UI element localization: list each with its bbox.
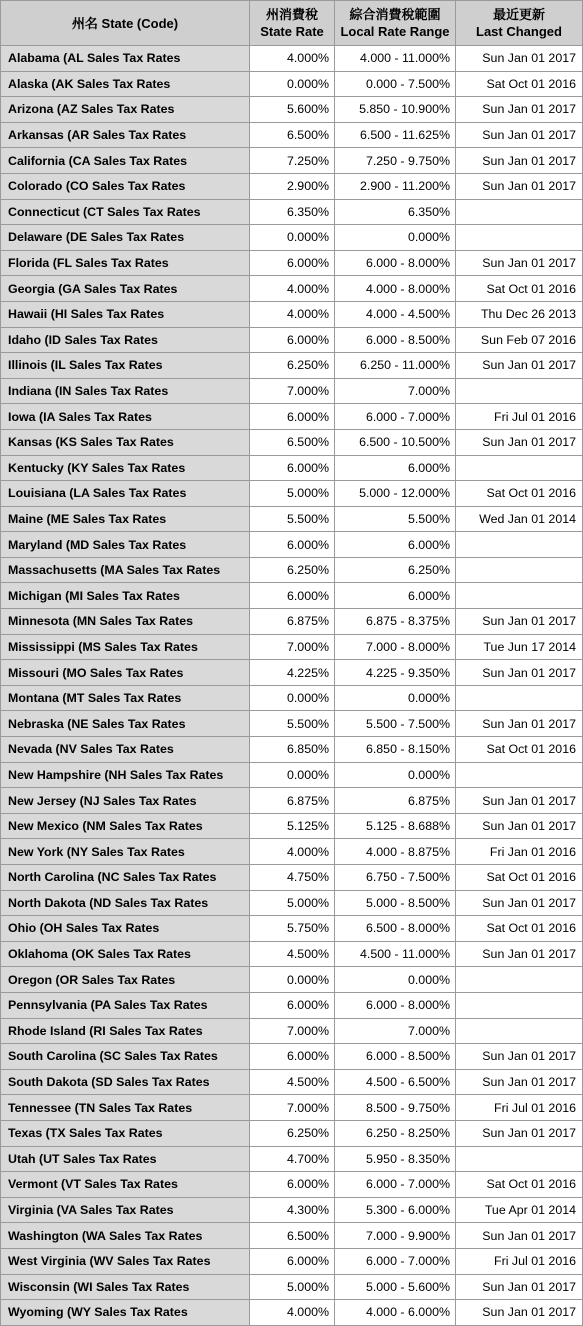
state-name-cell[interactable]: North Dakota (ND Sales Tax Rates xyxy=(1,890,250,916)
last-changed-cell: Sun Jan 01 2017 xyxy=(456,353,583,379)
table-row xyxy=(1,301,583,327)
last-changed-cell: Sun Jan 01 2017 xyxy=(456,1223,583,1249)
last-changed-cell: Thu Dec 26 2013 xyxy=(456,301,583,327)
last-changed-cell: Sun Jan 01 2017 xyxy=(456,813,583,839)
state-name-cell[interactable]: Texas (TX Sales Tax Rates xyxy=(1,1120,250,1146)
table-row xyxy=(1,1274,583,1300)
state-name-cell[interactable]: Arizona (AZ Sales Tax Rates xyxy=(1,97,250,123)
local-rate-range-cell: 5.000 - 8.500% xyxy=(335,890,456,916)
state-name-cell[interactable]: Pennsylvania (PA Sales Tax Rates xyxy=(1,992,250,1018)
table-row xyxy=(1,429,583,455)
table-row xyxy=(1,890,583,916)
local-rate-range-cell: 7.000% xyxy=(335,378,456,404)
local-rate-range-cell: 4.000 - 4.500% xyxy=(335,301,456,327)
last-changed-cell xyxy=(456,378,583,404)
local-rate-range-cell: 6.350% xyxy=(335,199,456,225)
state-name-cell[interactable]: Oregon (OR Sales Tax Rates xyxy=(1,967,250,993)
local-rate-range-cell: 4.500 - 6.500% xyxy=(335,1069,456,1095)
local-rate-range-cell: 0.000% xyxy=(335,967,456,993)
header-local-range xyxy=(335,1,456,46)
state-name-cell[interactable]: Nebraska (NE Sales Tax Rates xyxy=(1,711,250,737)
table-row xyxy=(1,583,583,609)
state-rate-cell: 0.000% xyxy=(250,225,335,251)
state-name-cell[interactable]: North Carolina (NC Sales Tax Rates xyxy=(1,865,250,891)
table-row xyxy=(1,506,583,532)
local-rate-range-cell: 6.000% xyxy=(335,532,456,558)
table-row xyxy=(1,1223,583,1249)
state-rate-cell: 5.500% xyxy=(250,711,335,737)
state-rate-cell: 6.875% xyxy=(250,609,335,635)
state-name-cell[interactable]: Arkansas (AR Sales Tax Rates xyxy=(1,122,250,148)
table-row xyxy=(1,148,583,174)
table-row xyxy=(1,97,583,123)
state-name-cell[interactable]: Georgia (GA Sales Tax Rates xyxy=(1,276,250,302)
state-name-cell[interactable]: Connecticut (CT Sales Tax Rates xyxy=(1,199,250,225)
state-name-cell[interactable]: Maine (ME Sales Tax Rates xyxy=(1,506,250,532)
local-rate-range-cell: 0.000 - 7.500% xyxy=(335,71,456,97)
state-rate-cell: 4.500% xyxy=(250,941,335,967)
table-row xyxy=(1,173,583,199)
last-changed-cell xyxy=(456,199,583,225)
last-changed-cell: Sat Oct 01 2016 xyxy=(456,276,583,302)
state-rate-cell: 5.750% xyxy=(250,916,335,942)
last-changed-cell: Sun Feb 07 2016 xyxy=(456,327,583,353)
table-row xyxy=(1,967,583,993)
state-name-cell[interactable]: Ohio (OH Sales Tax Rates xyxy=(1,916,250,942)
state-rate-cell: 4.000% xyxy=(250,276,335,302)
table-row xyxy=(1,327,583,353)
local-rate-range-cell: 6.000 - 8.000% xyxy=(335,992,456,1018)
state-rate-cell: 6.875% xyxy=(250,788,335,814)
state-name-cell[interactable]: Kansas (KS Sales Tax Rates xyxy=(1,429,250,455)
state-rate-cell: 0.000% xyxy=(250,967,335,993)
local-rate-range-cell: 6.250 - 11.000% xyxy=(335,353,456,379)
state-name-cell[interactable]: West Virginia (WV Sales Tax Rates xyxy=(1,1248,250,1274)
last-changed-cell: Sun Jan 01 2017 xyxy=(456,890,583,916)
state-rate-cell: 6.250% xyxy=(250,353,335,379)
local-rate-range-cell: 4.000 - 6.000% xyxy=(335,1300,456,1326)
last-changed-cell: Sat Oct 01 2016 xyxy=(456,916,583,942)
header-last-changed-line2: Last Changed xyxy=(476,24,562,39)
state-rate-cell: 5.000% xyxy=(250,481,335,507)
state-name-cell[interactable]: Oklahoma (OK Sales Tax Rates xyxy=(1,941,250,967)
state-rate-cell: 6.000% xyxy=(250,1248,335,1274)
state-rate-cell: 6.350% xyxy=(250,199,335,225)
state-name-cell[interactable]: Virginia (VA Sales Tax Rates xyxy=(1,1197,250,1223)
state-rate-cell: 4.000% xyxy=(250,839,335,865)
last-changed-cell: Wed Jan 01 2014 xyxy=(456,506,583,532)
last-changed-cell xyxy=(456,225,583,251)
local-rate-range-cell: 5.300 - 6.000% xyxy=(335,1197,456,1223)
last-changed-cell: Fri Jul 01 2016 xyxy=(456,1248,583,1274)
last-changed-cell: Sun Jan 01 2017 xyxy=(456,148,583,174)
state-rate-cell: 4.000% xyxy=(250,1300,335,1326)
state-name-cell[interactable]: Tennessee (TN Sales Tax Rates xyxy=(1,1095,250,1121)
state-rate-cell: 6.000% xyxy=(250,1044,335,1070)
last-changed-cell: Sun Jan 01 2017 xyxy=(456,1120,583,1146)
state-rate-cell: 7.250% xyxy=(250,148,335,174)
state-name-cell[interactable]: Missouri (MO Sales Tax Rates xyxy=(1,660,250,686)
table-row xyxy=(1,941,583,967)
table-row xyxy=(1,250,583,276)
table-row xyxy=(1,916,583,942)
local-rate-range-cell: 7.000 - 9.900% xyxy=(335,1223,456,1249)
state-name-cell[interactable]: Florida (FL Sales Tax Rates xyxy=(1,250,250,276)
state-rate-cell: 4.750% xyxy=(250,865,335,891)
state-name-cell[interactable]: Colorado (CO Sales Tax Rates xyxy=(1,173,250,199)
local-rate-range-cell: 6.000 - 7.000% xyxy=(335,404,456,430)
local-rate-range-cell: 6.250 - 8.250% xyxy=(335,1120,456,1146)
header-row xyxy=(1,1,583,46)
table-row xyxy=(1,353,583,379)
local-rate-range-cell: 0.000% xyxy=(335,762,456,788)
state-rate-cell: 0.000% xyxy=(250,762,335,788)
state-name-cell[interactable]: New Mexico (NM Sales Tax Rates xyxy=(1,813,250,839)
local-rate-range-cell: 7.250 - 9.750% xyxy=(335,148,456,174)
last-changed-cell xyxy=(456,532,583,558)
local-rate-range-cell: 5.500 - 7.500% xyxy=(335,711,456,737)
last-changed-cell: Sat Oct 01 2016 xyxy=(456,481,583,507)
table-row xyxy=(1,634,583,660)
state-name-cell[interactable]: California (CA Sales Tax Rates xyxy=(1,148,250,174)
table-row xyxy=(1,122,583,148)
table-row xyxy=(1,481,583,507)
last-changed-cell: Fri Jan 01 2016 xyxy=(456,839,583,865)
local-rate-range-cell: 6.000 - 8.000% xyxy=(335,250,456,276)
state-rate-cell: 4.225% xyxy=(250,660,335,686)
state-rate-cell: 6.850% xyxy=(250,737,335,763)
local-rate-range-cell: 6.875% xyxy=(335,788,456,814)
last-changed-cell: Tue Jun 17 2014 xyxy=(456,634,583,660)
state-name-cell[interactable]: Iowa (IA Sales Tax Rates xyxy=(1,404,250,430)
state-name-cell[interactable]: Mississippi (MS Sales Tax Rates xyxy=(1,634,250,660)
header-state xyxy=(1,1,250,46)
last-changed-cell: Sun Jan 01 2017 xyxy=(456,429,583,455)
last-changed-cell: Sun Jan 01 2017 xyxy=(456,1300,583,1326)
state-name-cell[interactable]: Idaho (ID Sales Tax Rates xyxy=(1,327,250,353)
last-changed-cell xyxy=(456,685,583,711)
table-row xyxy=(1,71,583,97)
header-state-line1: 州名 State (Code) xyxy=(71,15,179,31)
table-row xyxy=(1,762,583,788)
table-row xyxy=(1,1248,583,1274)
local-rate-range-cell: 2.900 - 11.200% xyxy=(335,173,456,199)
table-row xyxy=(1,378,583,404)
state-rate-cell: 6.000% xyxy=(250,583,335,609)
state-name-cell[interactable]: New Hampshire (NH Sales Tax Rates xyxy=(1,762,250,788)
last-changed-cell xyxy=(456,455,583,481)
table-row xyxy=(1,992,583,1018)
table-row xyxy=(1,865,583,891)
table-row xyxy=(1,1146,583,1172)
header-state-rate-line2: State Rate xyxy=(260,24,324,39)
state-rate-cell: 7.000% xyxy=(250,378,335,404)
last-changed-cell: Sat Oct 01 2016 xyxy=(456,1172,583,1198)
header-last-changed xyxy=(456,1,583,46)
state-rate-cell: 4.000% xyxy=(250,46,335,72)
local-rate-range-cell: 8.500 - 9.750% xyxy=(335,1095,456,1121)
last-changed-cell: Sun Jan 01 2017 xyxy=(456,609,583,635)
state-name-cell[interactable]: Illinois (IL Sales Tax Rates xyxy=(1,353,250,379)
local-rate-range-cell: 5.850 - 10.900% xyxy=(335,97,456,123)
state-rate-cell: 5.600% xyxy=(250,97,335,123)
table-row xyxy=(1,737,583,763)
state-name-cell[interactable]: Hawaii (HI Sales Tax Rates xyxy=(1,301,250,327)
header-local-range-line2: Local Rate Range xyxy=(340,24,450,39)
state-rate-cell: 5.000% xyxy=(250,1274,335,1300)
state-name-cell[interactable]: Nevada (NV Sales Tax Rates xyxy=(1,737,250,763)
table-row xyxy=(1,1044,583,1070)
last-changed-cell xyxy=(456,583,583,609)
last-changed-cell: Sun Jan 01 2017 xyxy=(456,660,583,686)
header-state-rate-line1: 州消費稅 xyxy=(265,7,318,22)
state-rate-cell: 2.900% xyxy=(250,173,335,199)
local-rate-range-cell: 4.000 - 8.000% xyxy=(335,276,456,302)
state-rate-cell: 6.000% xyxy=(250,455,335,481)
state-name-cell[interactable]: Kentucky (KY Sales Tax Rates xyxy=(1,455,250,481)
local-rate-range-cell: 6.500 - 8.000% xyxy=(335,916,456,942)
local-rate-range-cell: 4.000 - 8.875% xyxy=(335,839,456,865)
state-rate-cell: 7.000% xyxy=(250,1095,335,1121)
last-changed-cell: Sun Jan 01 2017 xyxy=(456,97,583,123)
local-rate-range-cell: 6.250% xyxy=(335,557,456,583)
local-rate-range-cell: 0.000% xyxy=(335,685,456,711)
table-row xyxy=(1,685,583,711)
state-name-cell[interactable]: Vermont (VT Sales Tax Rates xyxy=(1,1172,250,1198)
state-name-cell[interactable]: South Carolina (SC Sales Tax Rates xyxy=(1,1044,250,1070)
state-name-cell[interactable]: Louisiana (LA Sales Tax Rates xyxy=(1,481,250,507)
state-name-cell[interactable]: Massachusetts (MA Sales Tax Rates xyxy=(1,557,250,583)
local-rate-range-cell: 6.750 - 7.500% xyxy=(335,865,456,891)
state-rate-cell: 0.000% xyxy=(250,71,335,97)
table-header xyxy=(1,1,583,46)
table-row xyxy=(1,276,583,302)
state-rate-cell: 6.250% xyxy=(250,557,335,583)
state-rate-cell: 6.500% xyxy=(250,1223,335,1249)
last-changed-cell xyxy=(456,1146,583,1172)
table-row xyxy=(1,557,583,583)
last-changed-cell: Fri Jul 01 2016 xyxy=(456,404,583,430)
local-rate-range-cell: 6.500 - 11.625% xyxy=(335,122,456,148)
state-rate-cell: 4.300% xyxy=(250,1197,335,1223)
local-rate-range-cell: 6.850 - 8.150% xyxy=(335,737,456,763)
header-state-rate xyxy=(250,1,335,46)
local-rate-range-cell: 6.000 - 7.000% xyxy=(335,1172,456,1198)
state-rate-cell: 6.250% xyxy=(250,1120,335,1146)
last-changed-cell: Tue Apr 01 2014 xyxy=(456,1197,583,1223)
last-changed-cell: Sun Jan 01 2017 xyxy=(456,711,583,737)
last-changed-cell: Fri Jul 01 2016 xyxy=(456,1095,583,1121)
state-name-cell[interactable]: Wyoming (WY Sales Tax Rates xyxy=(1,1300,250,1326)
state-rate-cell: 6.500% xyxy=(250,122,335,148)
state-rate-cell: 5.000% xyxy=(250,890,335,916)
local-rate-range-cell: 5.950 - 8.350% xyxy=(335,1146,456,1172)
table-row xyxy=(1,46,583,72)
state-name-cell[interactable]: Delaware (DE Sales Tax Rates xyxy=(1,225,250,251)
state-name-cell[interactable]: Utah (UT Sales Tax Rates xyxy=(1,1146,250,1172)
local-rate-range-cell: 7.000% xyxy=(335,1018,456,1044)
last-changed-cell: Sun Jan 01 2017 xyxy=(456,173,583,199)
header-local-range-line1: 綜合消費稅範圍 xyxy=(349,7,441,22)
last-changed-cell: Sat Oct 01 2016 xyxy=(456,865,583,891)
local-rate-range-cell: 4.000 - 11.000% xyxy=(335,46,456,72)
last-changed-cell: Sun Jan 01 2017 xyxy=(456,788,583,814)
local-rate-range-cell: 0.000% xyxy=(335,225,456,251)
header-last-changed-line1: 最近更新 xyxy=(492,7,545,22)
last-changed-cell: Sun Jan 01 2017 xyxy=(456,1044,583,1070)
state-name-cell[interactable]: Alaska (AK Sales Tax Rates xyxy=(1,71,250,97)
local-rate-range-cell: 5.000 - 12.000% xyxy=(335,481,456,507)
local-rate-range-cell: 5.000 - 5.600% xyxy=(335,1274,456,1300)
local-rate-range-cell: 6.000 - 7.000% xyxy=(335,1248,456,1274)
last-changed-cell: Sun Jan 01 2017 xyxy=(456,1069,583,1095)
table-row xyxy=(1,1120,583,1146)
table-row xyxy=(1,609,583,635)
table-row xyxy=(1,1172,583,1198)
state-rate-cell: 6.000% xyxy=(250,250,335,276)
table-row xyxy=(1,1095,583,1121)
state-rate-cell: 6.000% xyxy=(250,532,335,558)
state-name-cell[interactable]: Washington (WA Sales Tax Rates xyxy=(1,1223,250,1249)
last-changed-cell xyxy=(456,992,583,1018)
local-rate-range-cell: 4.225 - 9.350% xyxy=(335,660,456,686)
state-rate-cell: 7.000% xyxy=(250,1018,335,1044)
local-rate-range-cell: 6.000 - 8.500% xyxy=(335,1044,456,1070)
last-changed-cell xyxy=(456,557,583,583)
local-rate-range-cell: 6.500 - 10.500% xyxy=(335,429,456,455)
table-row xyxy=(1,711,583,737)
state-rate-cell: 5.500% xyxy=(250,506,335,532)
state-name-cell[interactable]: Rhode Island (RI Sales Tax Rates xyxy=(1,1018,250,1044)
last-changed-cell: Sat Oct 01 2016 xyxy=(456,737,583,763)
last-changed-cell: Sun Jan 01 2017 xyxy=(456,941,583,967)
last-changed-cell: Sun Jan 01 2017 xyxy=(456,122,583,148)
state-rate-cell: 4.000% xyxy=(250,301,335,327)
table-row xyxy=(1,225,583,251)
state-rate-cell: 4.700% xyxy=(250,1146,335,1172)
local-rate-range-cell: 7.000 - 8.000% xyxy=(335,634,456,660)
state-name-cell[interactable]: New York (NY Sales Tax Rates xyxy=(1,839,250,865)
last-changed-cell xyxy=(456,967,583,993)
table-row xyxy=(1,1069,583,1095)
table-row xyxy=(1,455,583,481)
state-rate-cell: 0.000% xyxy=(250,685,335,711)
last-changed-cell xyxy=(456,762,583,788)
state-name-cell[interactable]: Montana (MT Sales Tax Rates xyxy=(1,685,250,711)
state-rate-cell: 6.000% xyxy=(250,1172,335,1198)
last-changed-cell: Sun Jan 01 2017 xyxy=(456,250,583,276)
table-row xyxy=(1,1018,583,1044)
state-name-cell[interactable]: Minnesota (MN Sales Tax Rates xyxy=(1,609,250,635)
table-row xyxy=(1,813,583,839)
state-rate-cell: 7.000% xyxy=(250,634,335,660)
last-changed-cell: Sun Jan 01 2017 xyxy=(456,46,583,72)
table-row xyxy=(1,199,583,225)
state-name-cell[interactable]: Maryland (MD Sales Tax Rates xyxy=(1,532,250,558)
last-changed-cell: Sun Jan 01 2017 xyxy=(456,1274,583,1300)
state-name-cell[interactable]: Indiana (IN Sales Tax Rates xyxy=(1,378,250,404)
table-body xyxy=(1,46,583,1326)
state-name-cell[interactable]: Wisconsin (WI Sales Tax Rates xyxy=(1,1274,250,1300)
local-rate-range-cell: 6.875 - 8.375% xyxy=(335,609,456,635)
table-row xyxy=(1,532,583,558)
local-rate-range-cell: 4.500 - 11.000% xyxy=(335,941,456,967)
state-name-cell[interactable]: Alabama (AL Sales Tax Rates xyxy=(1,46,250,72)
last-changed-cell: Sat Oct 01 2016 xyxy=(456,71,583,97)
local-rate-range-cell: 6.000 - 8.500% xyxy=(335,327,456,353)
state-rate-cell: 6.000% xyxy=(250,327,335,353)
state-name-cell[interactable]: New Jersey (NJ Sales Tax Rates xyxy=(1,788,250,814)
state-rate-cell: 6.500% xyxy=(250,429,335,455)
table-row xyxy=(1,1197,583,1223)
table-row xyxy=(1,1300,583,1326)
state-rate-cell: 6.000% xyxy=(250,992,335,1018)
local-rate-range-cell: 6.000% xyxy=(335,583,456,609)
last-changed-cell xyxy=(456,1018,583,1044)
state-rate-cell: 5.125% xyxy=(250,813,335,839)
local-rate-range-cell: 6.000% xyxy=(335,455,456,481)
state-rate-cell: 4.500% xyxy=(250,1069,335,1095)
table-row xyxy=(1,839,583,865)
local-rate-range-cell: 5.500% xyxy=(335,506,456,532)
table-row xyxy=(1,788,583,814)
state-name-cell[interactable]: South Dakota (SD Sales Tax Rates xyxy=(1,1069,250,1095)
table-row xyxy=(1,660,583,686)
local-rate-range-cell: 5.125 - 8.688% xyxy=(335,813,456,839)
table-row xyxy=(1,404,583,430)
state-name-cell[interactable]: Michigan (MI Sales Tax Rates xyxy=(1,583,250,609)
state-rate-cell: 6.000% xyxy=(250,404,335,430)
